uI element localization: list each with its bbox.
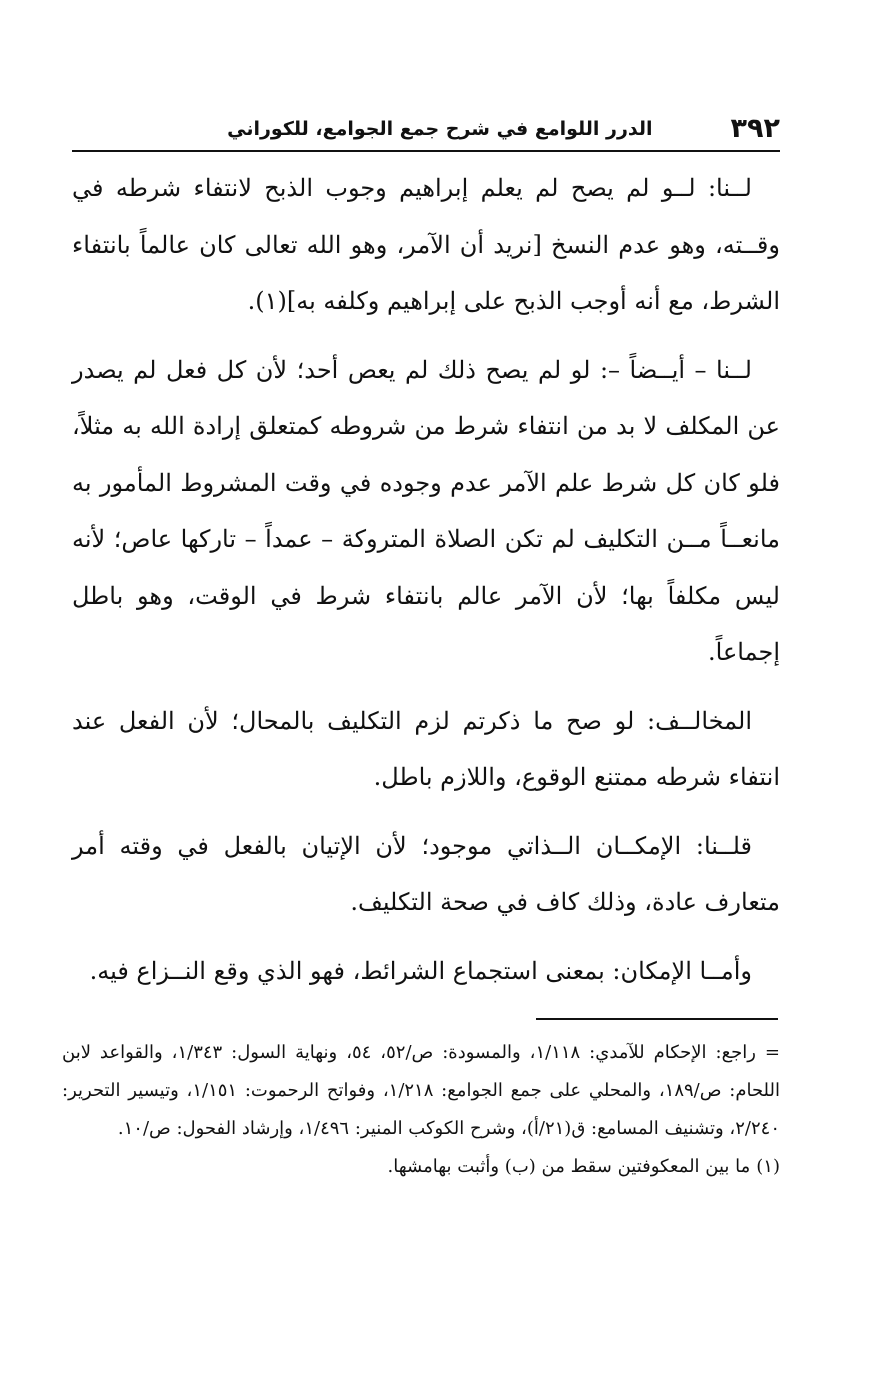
page-number: ٣٩٢	[730, 113, 780, 144]
paragraph: قلــنا: الإمكــان الــذاتي موجود؛ لأن الإتيان بالفعل في وقته أمر متعارف عادة، وذلك كاف في صحة التكليف.	[72, 831, 780, 916]
footnote-text: ما بين المعكوفتين سقط من (ب) وأثبت بهامشها.	[387, 1156, 751, 1177]
paragraph: لــنا – أيــضاً –: لو لم يصح ذلك لم يعص أحد؛ لأن كل فعل لم يصدر عن المكلف لا بد من انتفاء شرط من شروطه كمتعلق إرادة الله به مثلاً، فلو كان كل شرط علم الآمر عدم وجوده في وقت المشروط المأمور به مانعــاً مــن التكليف لم تكن الصلاة المتروكة – عمداً – تاركها عاص؛ لأنه ليس مكلفاً بها؛ لأن الآمر عالم بانتفاء شرط في الوقت، وهو باطل إجماعاً.	[72, 355, 781, 666]
running-title: الدرر اللوامع في شرح جمع الجوامع، للكوراني	[227, 118, 653, 140]
footnotes	[62, 1034, 780, 1186]
main-text	[72, 160, 780, 1011]
paragraph: لــنا: لــو لم يصح لم يعلم إبراهيم وجوب الذبح لانتفاء شرطه في وقــته، وهو عدم النسخ [نريد أن الآمر، وهو الله تعالى كان عالماً بانتفاء الشرط، مع أنه أوجب الذبح على إبراهيم وكلفه به](١).	[72, 174, 780, 315]
footnote-number: (١)	[756, 1156, 780, 1177]
page-header	[72, 104, 780, 146]
footnote-separator	[536, 1018, 778, 1020]
header-rule	[72, 150, 780, 152]
paragraph: المخالــف: لو صح ما ذكرتم لزم التكليف بالمحال؛ لأن الفعل عند انتفاء شرطه ممتنع الوقوع، واللازم باطل.	[72, 706, 780, 791]
footnote	[62, 1148, 780, 1186]
footnote-continued: = راجع: الإحكام للآمدي: ١/١١٨، والمسودة: ص/٥٢، ٥٤، ونهاية السول: ١/٣٤٣، والقواعد لابن اللحام: ص/١٨٩، والمحلي على جمع الجوامع: ١/٢١٨، وفواتح الرحموت: ١/١٥١، وتيسير التحرير: ٢/٢٤٠، وتشنيف المسامع: ق(٢١/أ)، وشرح الكوكب المنير: ١/٤٩٦، وإرشاد الفحول: ص/١٠.	[62, 1042, 781, 1139]
paragraph: وأمــا الإمكان: بمعنى استجماع الشرائط، فهو الذي وقع النــزاع فيه.	[89, 956, 752, 985]
